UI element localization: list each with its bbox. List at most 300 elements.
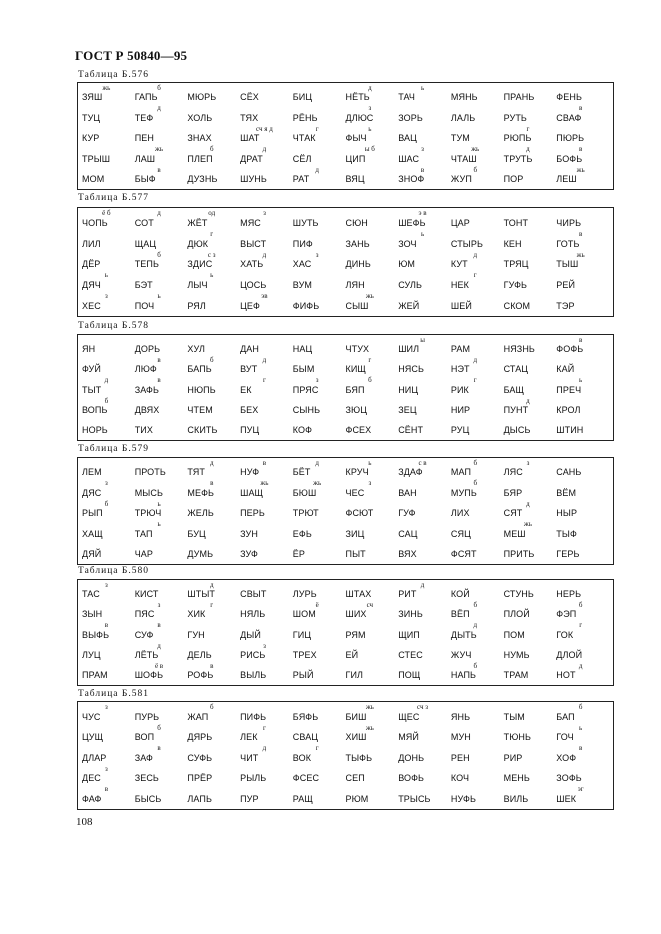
cell-annotation: г [210, 601, 214, 610]
table-cell [240, 602, 293, 622]
cell-word: ДЁР [82, 259, 101, 270]
cell-word: ВЁМ [556, 487, 577, 498]
cell-word: БЫМ [292, 364, 315, 375]
cell-word: ФСЕС [292, 773, 320, 784]
table-cell [82, 398, 135, 418]
cell-word: ДЯЙ [82, 548, 102, 559]
cell-word: ЛИХ [450, 508, 470, 519]
cell-word: ВУТ [240, 364, 258, 375]
table-cell [451, 542, 504, 562]
cell-word: ЗЕЦ [398, 404, 417, 415]
cell-word: ШЕФЬ [398, 217, 426, 228]
table-cell [398, 377, 451, 397]
cell-word: СВЫТ [240, 589, 267, 600]
cell-word: ШИХ [345, 609, 367, 620]
cell-word: ДЫСЬ [503, 425, 531, 435]
table-cell [346, 521, 399, 541]
cell-annotation: б [209, 356, 214, 365]
table-cell [135, 85, 188, 105]
cell-word: ШАЩ [240, 487, 264, 498]
table-cell [82, 704, 135, 725]
cell-annotation: в [420, 165, 425, 174]
cell-word: ДЫТЬ [450, 629, 477, 640]
cell-word: ТЫШ [556, 259, 579, 270]
table-cell [398, 602, 451, 622]
cell-word: ДЕС [82, 773, 101, 784]
cell-word: ДАН [240, 344, 259, 355]
cell-word: ЗУФ [240, 548, 258, 559]
table-cell [82, 622, 135, 642]
cell-word: ПРЯС [292, 384, 319, 395]
table-cell [187, 622, 240, 642]
cell-word: ЧТАК [292, 133, 316, 144]
cell-word: РЮПЬ [503, 133, 532, 144]
cell-word: РУЦ [450, 425, 470, 435]
table-cell [504, 521, 557, 541]
cell-word: ТЭР [556, 300, 575, 311]
table-cell [135, 501, 188, 521]
table-cell [187, 480, 240, 500]
cell-word: НУМЬ [503, 649, 530, 660]
table-cell [293, 146, 346, 166]
table-cell [135, 725, 188, 746]
table-cell [240, 622, 293, 642]
table-cell [398, 126, 451, 146]
table-cell [293, 126, 346, 146]
cell-word: ФЭП [556, 609, 577, 620]
cell-annotation: з [104, 292, 108, 301]
cell-word: ЛЫЧ [187, 280, 208, 291]
table-cell [556, 252, 609, 273]
cell-word: КИСТ [134, 589, 159, 600]
cell-word: БАЩ [503, 384, 525, 395]
cell-annotation: ь [579, 376, 583, 385]
table-cell [135, 231, 188, 252]
cell-word: ЛЁТЬ [134, 649, 159, 660]
cell-word: МЕНЬ [503, 773, 530, 784]
cell-annotation: з [104, 703, 108, 711]
cell-word: ЛЯС [503, 467, 523, 478]
cell-word: ЩАЦ [134, 238, 157, 249]
cell-word: ЕК [240, 384, 252, 395]
table-cell [293, 252, 346, 273]
cell-word: ЗАФЬ [134, 384, 159, 395]
table-cell [187, 542, 240, 562]
table-cell [556, 210, 609, 231]
cell-word: ШАТ [240, 133, 260, 144]
table-cell [556, 725, 609, 746]
cell-word: ПУНТ [503, 404, 529, 415]
cell-annotation: д [526, 499, 530, 508]
table-cell [556, 643, 609, 663]
cell-annotation: с в [418, 459, 427, 467]
table-cell [451, 398, 504, 418]
table-cell [82, 210, 135, 231]
cell-word: РЫЛЬ [240, 773, 267, 784]
cell-word: ЧАР [134, 548, 153, 559]
cell-word: НУФЬ [450, 794, 476, 804]
cell-word: РОФЬ [187, 670, 214, 680]
table-cell [451, 85, 504, 105]
table-cell [82, 252, 135, 273]
table-cell [504, 725, 557, 746]
cell-word: ЛЕШ [556, 173, 577, 184]
cell-word: РИТ [398, 589, 417, 600]
table-cell [504, 418, 557, 438]
table-cell [346, 766, 399, 787]
cell-word: ПЕРЬ [240, 508, 265, 519]
cell-word: БЫСЬ [134, 794, 162, 804]
cell-word: ЛЮФ [134, 364, 157, 375]
table-cell [187, 105, 240, 125]
cell-word: СУФ [134, 629, 154, 640]
table-cell [451, 501, 504, 521]
table-cell [556, 704, 609, 725]
table-cell [135, 643, 188, 663]
table-cell [504, 357, 557, 377]
table-cell [82, 501, 135, 521]
table-cell [346, 126, 399, 146]
cell-word: ЖУП [450, 173, 472, 184]
table-cell [556, 786, 609, 807]
cell-annotation: с з [207, 250, 216, 259]
cell-word: ГОТЬ [556, 238, 580, 249]
table-cell [82, 521, 135, 541]
table-cell [346, 725, 399, 746]
cell-word: САЦ [398, 528, 418, 539]
cell-annotation: в [104, 785, 108, 794]
table-cell [187, 167, 240, 187]
table-cell [82, 480, 135, 500]
table-cell [504, 377, 557, 397]
table-580-label: Таблица Б.580 [78, 566, 149, 576]
cell-word: ЛАЛЬ [450, 112, 476, 123]
table-578-label: Таблица Б.578 [78, 321, 149, 331]
table-cell [556, 231, 609, 252]
cell-annotation: з [157, 601, 161, 610]
table-cell [82, 293, 135, 314]
cell-word: КОЙ [450, 589, 470, 600]
cell-word: ПОР [503, 173, 524, 184]
cell-annotation: жь [313, 479, 322, 488]
cell-word: МЯС [240, 217, 261, 228]
table-cell [398, 146, 451, 166]
cell-word: ЗЫН [82, 609, 103, 620]
cell-word: НУФ [240, 467, 260, 478]
cell-word: ПОЧ [134, 300, 155, 311]
table-cell [240, 766, 293, 787]
table-cell [346, 231, 399, 252]
table-cell [504, 766, 557, 787]
table-cell [187, 786, 240, 807]
table-cell [504, 231, 557, 252]
cell-annotation: ь [157, 292, 161, 301]
table-cell [346, 663, 399, 683]
cell-word: ДИНЬ [345, 259, 371, 270]
cell-word: ЧИРЬ [556, 217, 582, 228]
table-cell [240, 126, 293, 146]
cell-word: ТАЧ [398, 92, 415, 103]
cell-word: СЁЛ [292, 153, 312, 164]
table-cell [293, 745, 346, 766]
cell-word: ЧТУХ [345, 344, 370, 355]
table-cell [346, 542, 399, 562]
table-cell [346, 704, 399, 725]
table-cell [187, 293, 240, 314]
table-cell [398, 786, 451, 807]
cell-annotation: д [157, 104, 161, 113]
cell-word: СЮН [345, 217, 368, 228]
table-cell [556, 418, 609, 438]
table-cell [504, 602, 557, 622]
page-number: 108 [76, 816, 93, 828]
cell-word: ЗИЦ [345, 528, 365, 539]
table-cell [293, 377, 346, 397]
cell-word: ЛАШ [134, 153, 156, 164]
cell-word: ВЯХ [398, 548, 417, 559]
cell-annotation: б [209, 703, 214, 711]
cell-annotation: од [208, 209, 216, 217]
table-cell [82, 167, 135, 187]
cell-annotation: д [157, 641, 161, 650]
cell-word: СЯТ [503, 508, 523, 519]
table-cell [135, 105, 188, 125]
table-cell [398, 167, 451, 187]
table-cell [451, 643, 504, 663]
cell-word: ХАЩ [82, 528, 103, 539]
cell-word: ПРАМ [82, 670, 108, 680]
cell-word: ДЛЮС [345, 112, 374, 123]
table-cell [451, 460, 504, 480]
cell-word: ДЯС [82, 487, 102, 498]
table-cell [451, 272, 504, 293]
cell-annotation: жь [576, 165, 585, 174]
cell-word: ВОФЬ [398, 773, 425, 784]
cell-word: ЕЙ [345, 649, 359, 660]
cell-annotation: э в [418, 209, 427, 217]
table-cell [504, 146, 557, 166]
cell-annotation: ь [579, 723, 583, 732]
table-cell [135, 521, 188, 541]
table-cell [240, 663, 293, 683]
cell-word: ПРЕЧ [556, 384, 582, 395]
cell-annotation: ё б [102, 209, 111, 217]
cell-word: ЗОРЬ [398, 112, 423, 123]
cell-annotation: г [315, 124, 319, 133]
cell-word: ЦИП [345, 153, 366, 164]
cell-word: САНЬ [556, 467, 582, 478]
cell-annotation: з [368, 479, 372, 488]
table-cell [135, 293, 188, 314]
table-cell [504, 105, 557, 125]
cell-word: ГУФ [398, 508, 416, 519]
table-cell [451, 602, 504, 622]
table-577-label: Таблица Б.577 [78, 193, 149, 203]
cell-word: ДВЯХ [134, 404, 160, 415]
cell-word: РЁНЬ [292, 112, 318, 123]
cell-word: ТИХ [134, 425, 153, 435]
cell-word: ПЛОЙ [503, 609, 530, 620]
cell-word: ПУЦ [240, 425, 260, 435]
cell-word: СВАЦ [292, 732, 319, 743]
cell-word: БЯФЬ [292, 711, 319, 722]
table-cell [556, 398, 609, 418]
cell-word: РАЩ [292, 794, 313, 804]
table-cell [398, 210, 451, 231]
table-cell [135, 622, 188, 642]
cell-word: ЗЕСЬ [134, 773, 159, 784]
table-cell [451, 521, 504, 541]
table-cell [240, 210, 293, 231]
table-cell [135, 272, 188, 293]
cell-word: ШУТЬ [292, 217, 319, 228]
table-cell [135, 377, 188, 397]
cell-word: ТРЫШ [82, 153, 111, 164]
cell-word: НЯСЬ [398, 364, 424, 375]
table-cell [556, 766, 609, 787]
table-cell [346, 643, 399, 663]
table-cell [82, 231, 135, 252]
cell-word: ТУМ [450, 133, 470, 144]
cell-word: ДЛОЙ [556, 649, 583, 660]
cell-word: ЛИЛ [82, 238, 101, 249]
table-578 [77, 334, 614, 441]
cell-word: ТРЮТ [292, 508, 319, 519]
table-cell [187, 745, 240, 766]
cell-word: ФЫЧ [345, 133, 367, 144]
cell-word: ФУЙ [82, 364, 101, 375]
table-cell [240, 542, 293, 562]
cell-word: ДУЗНЬ [187, 173, 218, 184]
table-cell [504, 786, 557, 807]
table-cell [398, 480, 451, 500]
table-cell [135, 766, 188, 787]
table-cell [240, 252, 293, 273]
cell-word: СУФЬ [187, 752, 213, 763]
cell-annotation: б [473, 165, 478, 174]
cell-annotation: д [315, 459, 319, 467]
cell-word: ГИЛ [345, 670, 364, 680]
cell-word: ЧИТ [240, 752, 259, 763]
cell-word: ЗИНЬ [398, 609, 423, 620]
table-cell [240, 418, 293, 438]
cell-word: НЫР [556, 508, 578, 519]
table-cell [293, 480, 346, 500]
cell-word: ТАС [82, 589, 100, 600]
cell-word: ПРЁР [187, 773, 213, 784]
table-cell [504, 542, 557, 562]
cell-word: РЯМ [345, 629, 366, 640]
cell-word: ЛУЦ [82, 649, 101, 660]
table-cell [504, 460, 557, 480]
cell-word: ТЮНЬ [503, 732, 531, 743]
table-cell [293, 643, 346, 663]
cell-annotation: в [157, 744, 161, 753]
table-cell [451, 231, 504, 252]
cell-word: ПЛЕП [187, 153, 213, 164]
cell-word: НАПЬ [450, 670, 477, 680]
table-cell [451, 357, 504, 377]
table-cell [135, 602, 188, 622]
cell-word: ВЫСТ [240, 238, 267, 249]
cell-word: КОФ [292, 425, 313, 435]
cell-word: СКОМ [503, 300, 531, 311]
table-cell [398, 501, 451, 521]
cell-word: ЗАНЬ [345, 238, 370, 249]
cell-word: НОРЬ [82, 425, 108, 435]
cell-annotation: д [526, 145, 530, 154]
table-cell [398, 745, 451, 766]
table-cell [82, 272, 135, 293]
cell-annotation: д [262, 250, 267, 259]
cell-word: ЦОСЬ [240, 280, 267, 291]
cell-word: БЭТ [134, 280, 153, 291]
table-cell [556, 602, 609, 622]
cell-word: ХЕС [82, 300, 101, 311]
table-cell [556, 521, 609, 541]
table-cell [135, 460, 188, 480]
table-cell [187, 501, 240, 521]
table-cell [240, 480, 293, 500]
table-cell [451, 252, 504, 273]
table-cell [556, 167, 609, 187]
cell-word: ПИФЬ [240, 711, 267, 722]
cell-word: ЗАФ [134, 752, 153, 763]
cell-word: ТЫФЬ [345, 752, 373, 763]
table-cell [82, 663, 135, 683]
cell-annotation: д [526, 396, 530, 405]
cell-word: ТОНТ [503, 217, 529, 228]
cell-word: ПРОТЬ [134, 467, 166, 478]
cell-word: БЯР [503, 487, 523, 498]
cell-annotation: д [209, 581, 214, 589]
cell-annotation: жь [576, 250, 585, 259]
cell-word: ЛАПЬ [187, 794, 212, 804]
cell-word: СЫШ [345, 300, 369, 311]
table-cell [187, 252, 240, 273]
table-cell [398, 460, 451, 480]
cell-word: ЖЁТ [187, 217, 208, 228]
table-cell [398, 766, 451, 787]
cell-word: ХАТЬ [240, 259, 264, 270]
table-cell [504, 398, 557, 418]
table-cell [504, 745, 557, 766]
cell-word: БЮШ [292, 487, 317, 498]
cell-annotation: в [210, 479, 214, 488]
cell-word: ГИЦ [292, 629, 312, 640]
cell-word: ГЕРЬ [556, 548, 580, 559]
table-cell [346, 85, 399, 105]
cell-annotation: б [473, 479, 478, 488]
table-cell [556, 146, 609, 166]
cell-word: ШЕЙ [450, 300, 472, 311]
cell-annotation: б [104, 499, 109, 508]
table-cell [346, 377, 399, 397]
cell-annotation: ь [157, 520, 161, 529]
table-cell [82, 126, 135, 146]
cell-word: НЭТ [450, 364, 470, 375]
table-cell [187, 210, 240, 231]
table-cell [240, 377, 293, 397]
table-cell [451, 622, 504, 642]
cell-annotation: г [368, 356, 372, 365]
table-cell [556, 480, 609, 500]
table-cell [135, 398, 188, 418]
cell-annotation: д [262, 356, 267, 365]
cell-annotation: б [157, 84, 161, 92]
cell-word: МЫСЬ [134, 487, 163, 498]
table-cell [556, 337, 609, 357]
